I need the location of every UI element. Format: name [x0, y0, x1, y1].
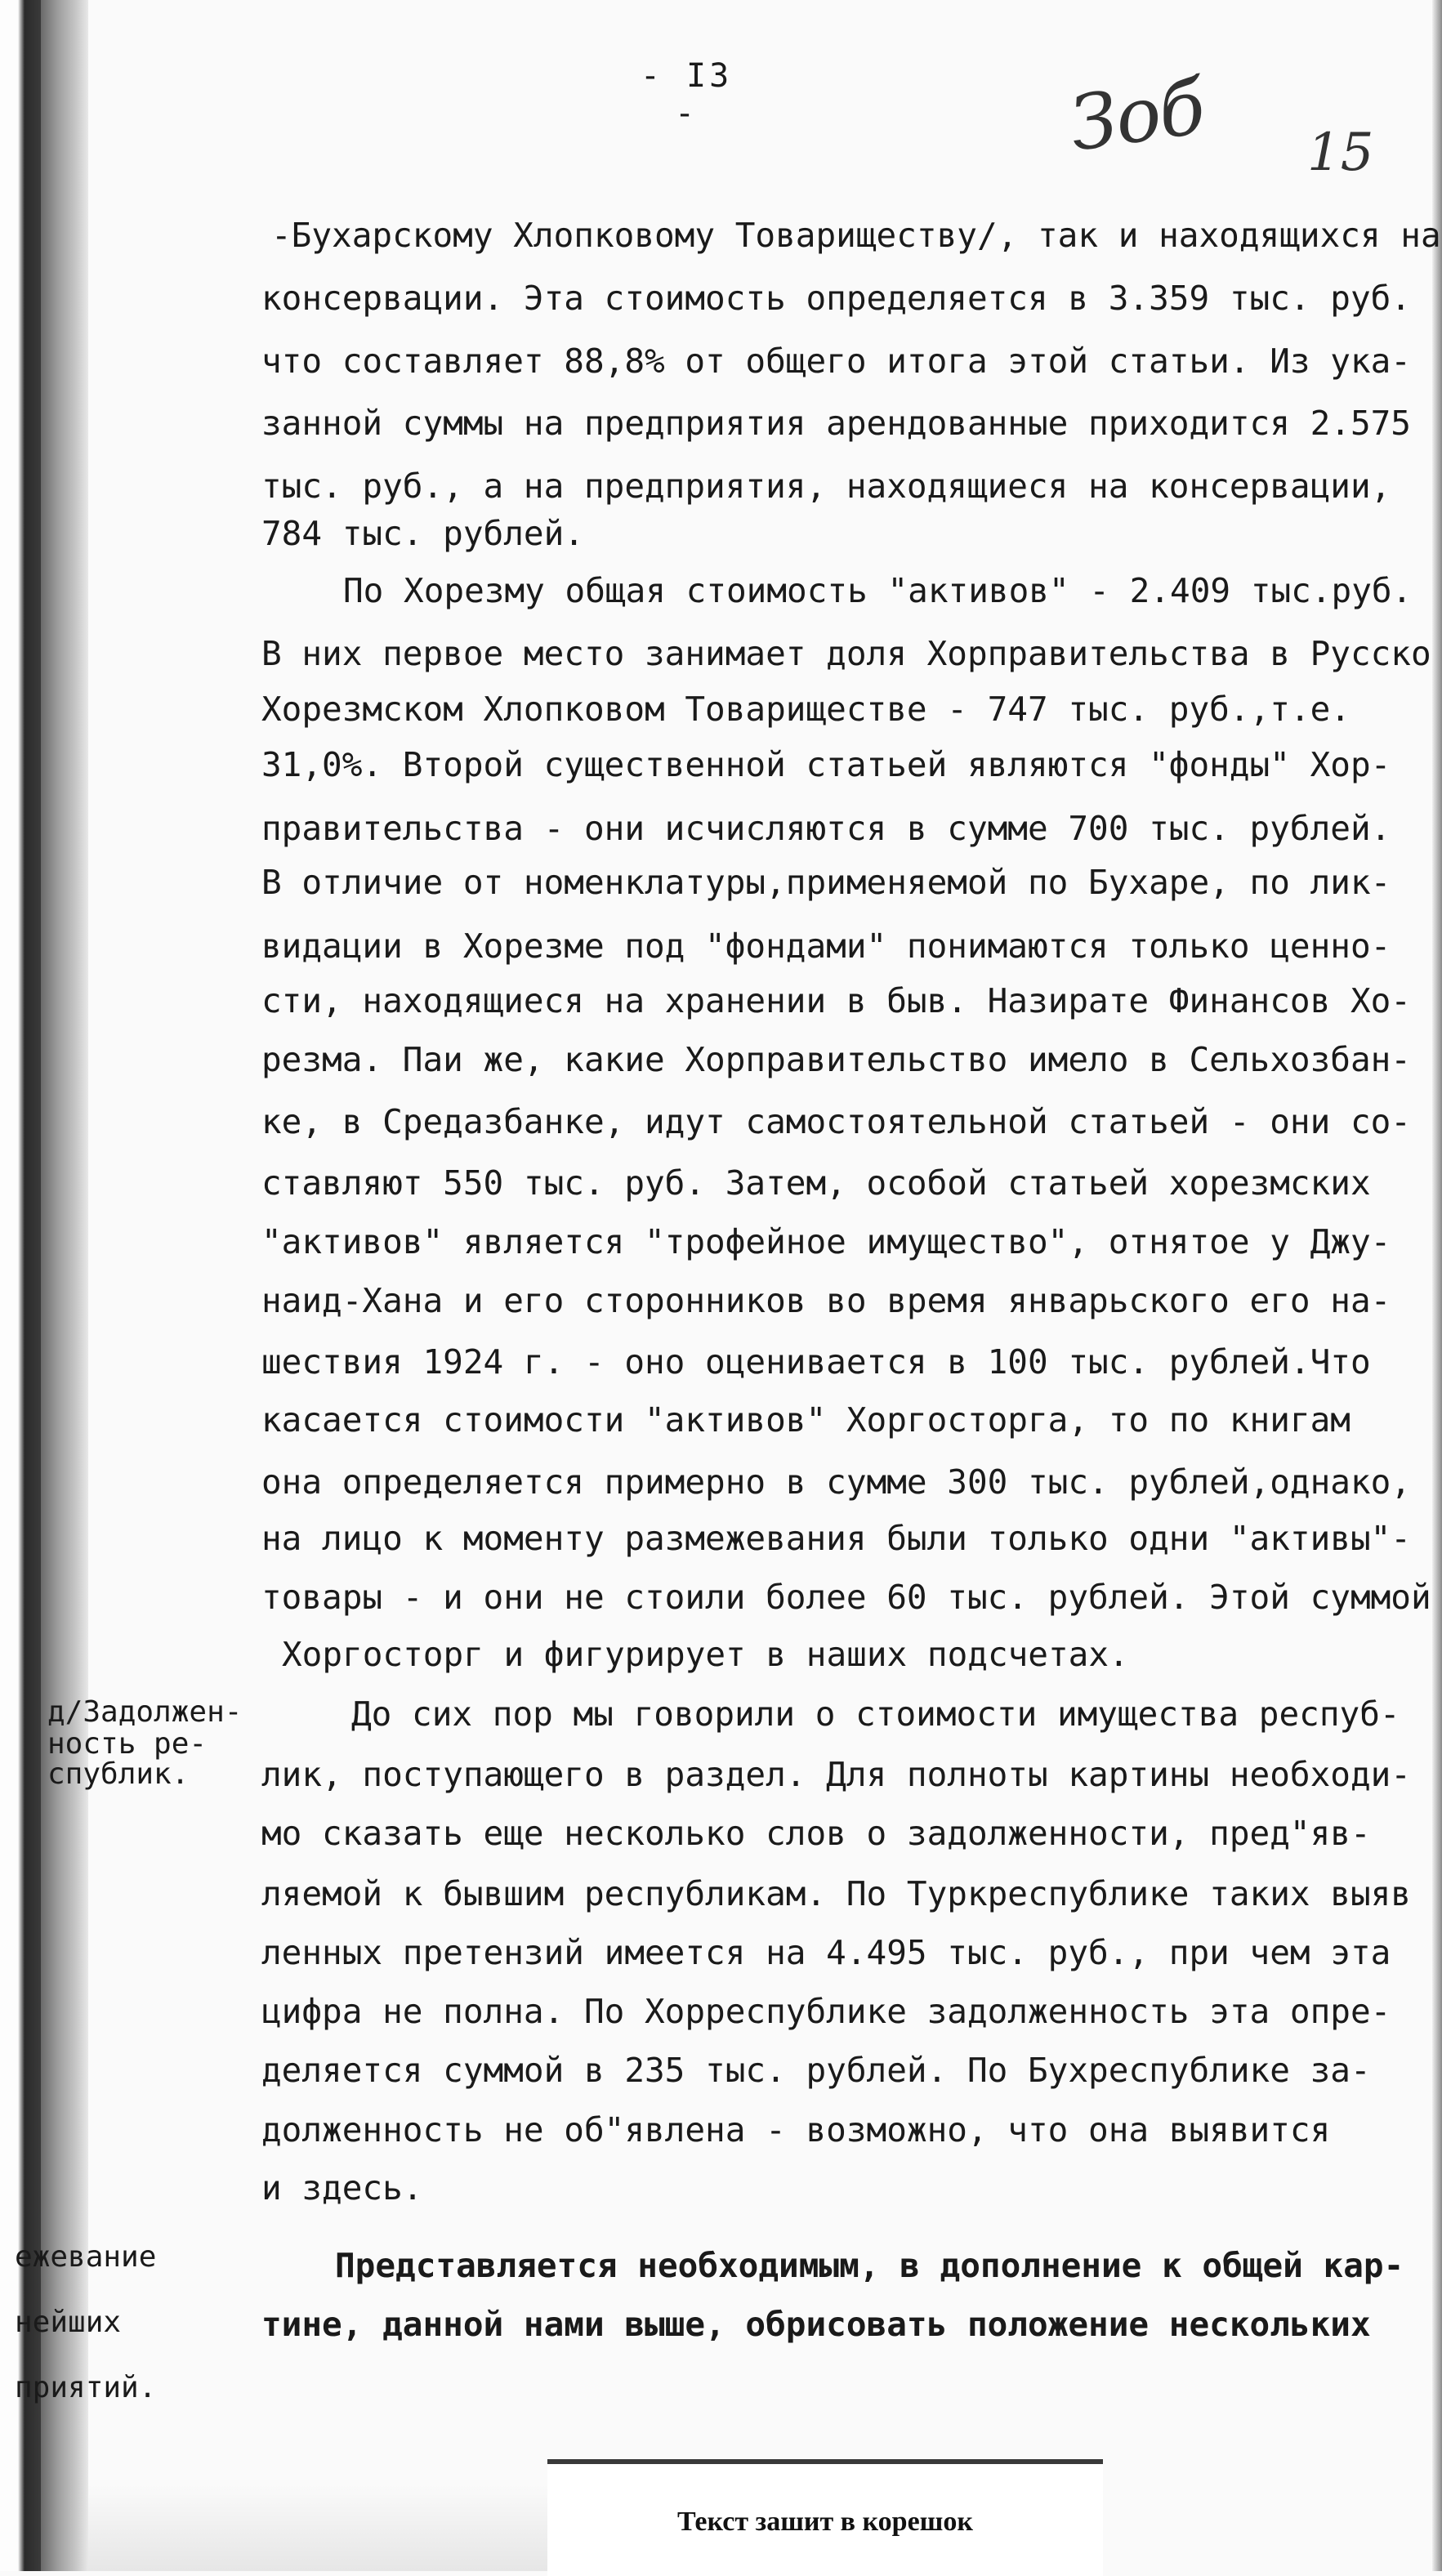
- margin-note: ность ре-: [47, 1727, 208, 1761]
- footer-stamp-text: Текст зашит в корешок: [677, 2507, 973, 2537]
- handwritten-archive-mark: Зоб: [1065, 63, 1209, 168]
- footer-stamp-band: [547, 2459, 1103, 2576]
- body-line: 31,0%. Второй существенной статьей являются "фонды" Хор-: [261, 745, 1391, 784]
- body-line: В них первое место занимает доля Хорправительства в Русско: [261, 634, 1431, 673]
- margin-note: нейших: [15, 2306, 122, 2339]
- body-line: ке, в Средазбанке, идут самостоятельной статьей - они со-: [261, 1102, 1411, 1141]
- body-line: касается стоимости "активов" Хоргосторга, то по книгам: [261, 1400, 1350, 1440]
- body-line: До сих пор мы говорили о стоимости имущества респуб-: [351, 1694, 1400, 1734]
- body-line: -Бухарскому Хлопковому Товариществу/, так и находящихся на: [271, 216, 1441, 255]
- margin-note: приятий.: [15, 2371, 157, 2404]
- body-line: Хоргосторг и фигурирует в наших подсчетах.: [282, 1635, 1129, 1674]
- margin-note: спублик.: [47, 1757, 190, 1791]
- body-line: она определяется примерно в сумме 300 тыс. рублей,однако,: [261, 1462, 1411, 1502]
- body-line: занной суммы на предприятия арендованные приходится 2.575: [261, 404, 1411, 443]
- body-line: деляется суммой в 235 тыс. рублей. По Бухреспублике за-: [261, 2051, 1371, 2090]
- body-line: резма. Паи же, какие Хорправительство имело в Сельхозбан-: [261, 1040, 1411, 1079]
- body-line: лик, поступающего в раздел. Для полноты картины необходи-: [261, 1755, 1411, 1794]
- body-line: 784 тыс. рублей.: [261, 514, 584, 553]
- body-line: По Хорезму общая стоимость "активов" - 2.409 тыс.руб.: [343, 571, 1413, 610]
- body-line: Хорезмском Хлопковом Товариществе - 747 тыс. руб.,т.е.: [261, 690, 1350, 729]
- body-line: ляемой к бывшим республикам. По Туркреспублике таких выяв: [261, 1874, 1411, 1913]
- body-line: Представляется необходимым, в дополнение к общей кар-: [335, 2246, 1404, 2285]
- body-line: что составляет 88,8% от общего итога этой статьи. Из ука-: [261, 342, 1411, 381]
- body-line: тине, данной нами выше, обрисовать положение нескольких: [261, 2305, 1371, 2344]
- body-line: и здесь.: [261, 2168, 423, 2208]
- body-line: тыс. руб., а на предприятия, находящиеся на консервации,: [261, 467, 1391, 506]
- margin-note: д/Задолжен-: [47, 1695, 243, 1729]
- body-line: сти, находящиеся на хранении в быв. Назирате Финансов Хо-: [261, 981, 1411, 1020]
- body-line: консервации. Эта стоимость определяется в 3.359 тыс. руб.: [261, 279, 1411, 318]
- body-line: В отличие от номенклатуры,применяемой по Бухаре, по лик-: [261, 863, 1391, 902]
- body-line: видации в Хорезме под "фондами" понимаются только ценно-: [261, 926, 1391, 966]
- body-line: наид-Хана и его сторонников во время январьского его на-: [261, 1281, 1391, 1320]
- body-line: мо сказать еще несколько слов о задолженности, пред"яв-: [261, 1814, 1371, 1853]
- body-line: на лицо к моменту размежевания были только одни "активы"-: [261, 1519, 1411, 1558]
- body-line: правительства - они исчисляются в сумме 700 тыс. рублей.: [261, 809, 1391, 848]
- body-line: долженность не об"явлена - возможно, что она выявится: [261, 2110, 1331, 2150]
- body-line: товары - и они не стоили более 60 тыс. рублей. Этой суммой: [261, 1578, 1431, 1617]
- body-line: "активов" является "трофейное имущество", отнятое у Джу-: [261, 1222, 1391, 1261]
- body-line: ставляют 550 тыс. руб. Затем, особой статьей хорезмских: [261, 1163, 1371, 1203]
- bottom-shade: [88, 2484, 547, 2571]
- margin-note: ежевание: [15, 2240, 157, 2274]
- body-line: цифра не полна. По Хорреспублике задолженность эта опре-: [261, 1992, 1391, 2031]
- body-line: ленных претензий имеется на 4.495 тыс. руб., при чем эта: [261, 1933, 1391, 1972]
- body-line: шествия 1924 г. - оно оценивается в 100 тыс. рублей.Что: [261, 1342, 1371, 1382]
- handwritten-archive-number: 15: [1307, 123, 1374, 183]
- page-number: - I3 -: [640, 57, 733, 132]
